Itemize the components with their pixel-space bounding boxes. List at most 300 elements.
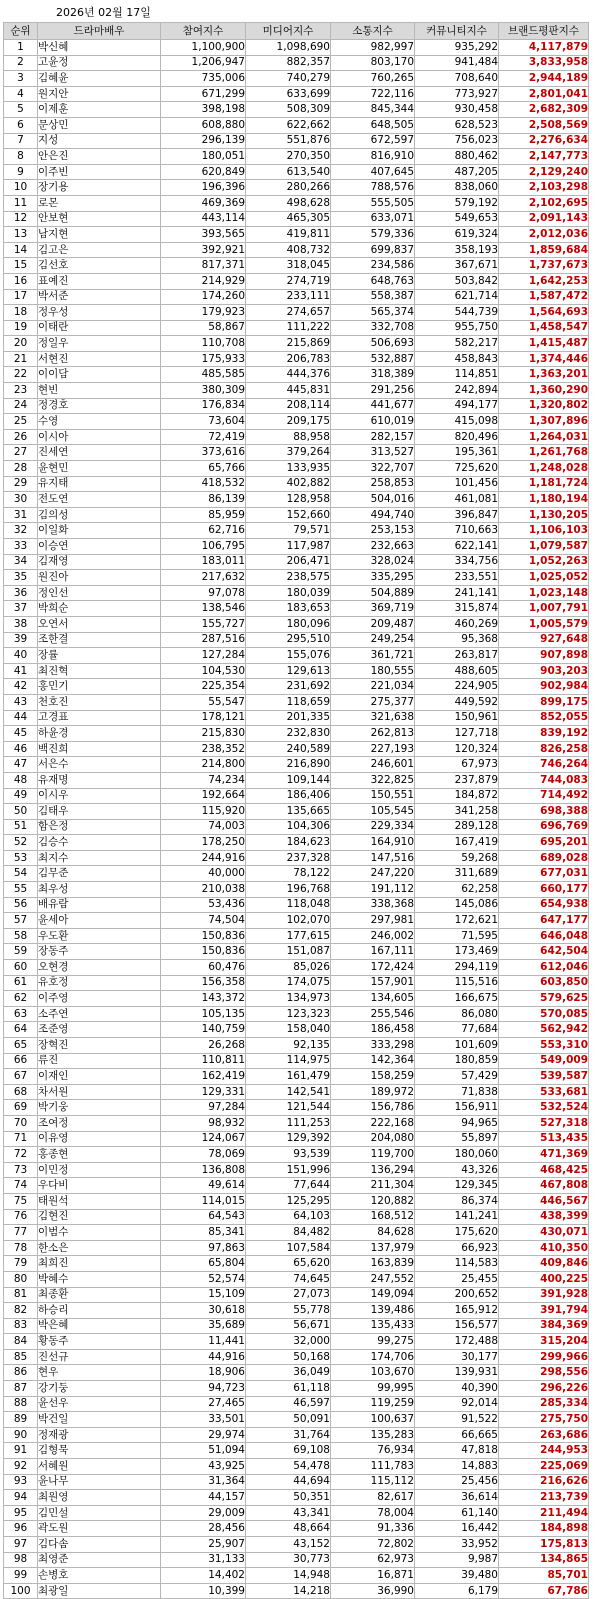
report-date: 2026년 02월 17일 — [56, 6, 151, 19]
table-row — [4, 40, 589, 56]
cell-communication: 246,002 — [331, 928, 415, 944]
cell-rank: 79 — [4, 1256, 38, 1272]
cell-rank: 16 — [4, 273, 38, 289]
cell-community: 710,663 — [415, 523, 499, 539]
cell-actor-name: 전도연 — [38, 492, 161, 508]
cell-community: 941,484 — [415, 55, 499, 71]
cell-rank: 71 — [4, 1131, 38, 1147]
cell-actor-name: 서혜원 — [38, 1459, 161, 1475]
cell-media: 155,076 — [246, 648, 331, 664]
cell-communication: 172,424 — [331, 960, 415, 976]
cell-media: 318,045 — [246, 258, 331, 274]
cell-brand-index: 216,626 — [499, 1474, 589, 1490]
cell-brand-index: 533,681 — [499, 1084, 589, 1100]
cell-communication: 119,259 — [331, 1396, 415, 1412]
cell-brand-index: 446,567 — [499, 1193, 589, 1209]
cell-rank: 89 — [4, 1412, 38, 1428]
cell-brand-index: 391,928 — [499, 1287, 589, 1303]
cell-actor-name: 김민설 — [38, 1505, 161, 1521]
cell-community: 172,621 — [415, 913, 499, 929]
cell-participation: 73,604 — [161, 414, 246, 430]
cell-communication: 222,168 — [331, 1115, 415, 1131]
cell-actor-name: 유재명 — [38, 772, 161, 788]
cell-community: 334,756 — [415, 554, 499, 570]
cell-rank: 54 — [4, 866, 38, 882]
cell-participation: 140,759 — [161, 1022, 246, 1038]
cell-communication: 82,617 — [331, 1490, 415, 1506]
table-row — [4, 772, 589, 788]
table-row — [4, 1131, 589, 1147]
table-row — [4, 1427, 589, 1443]
cell-actor-name: 윤세아 — [38, 913, 161, 929]
cell-actor-name: 원지안 — [38, 86, 161, 102]
cell-brand-index: 562,942 — [499, 1022, 589, 1038]
cell-actor-name: 김무준 — [38, 866, 161, 882]
cell-actor-name: 박은혜 — [38, 1318, 161, 1334]
cell-actor-name: 이재인 — [38, 1069, 161, 1085]
cell-participation: 608,880 — [161, 117, 246, 133]
cell-media: 109,144 — [246, 772, 331, 788]
cell-participation: 29,974 — [161, 1427, 246, 1443]
cell-community: 195,361 — [415, 445, 499, 461]
cell-community: 756,023 — [415, 133, 499, 149]
header-participation: 참여지수 — [161, 23, 246, 40]
cell-rank: 74 — [4, 1178, 38, 1194]
cell-community: 241,141 — [415, 585, 499, 601]
cell-brand-index: 2,012,036 — [499, 227, 589, 243]
cell-participation: 179,923 — [161, 305, 246, 321]
cell-brand-index: 695,201 — [499, 835, 589, 851]
cell-community: 725,620 — [415, 461, 499, 477]
cell-participation: 443,114 — [161, 211, 246, 227]
cell-actor-name: 한소은 — [38, 1240, 161, 1256]
cell-communication: 100,637 — [331, 1412, 415, 1428]
cell-community: 173,469 — [415, 944, 499, 960]
cell-rank: 21 — [4, 351, 38, 367]
cell-media: 43,152 — [246, 1537, 331, 1553]
cell-rank: 23 — [4, 383, 38, 399]
cell-participation: 162,419 — [161, 1069, 246, 1085]
cell-community: 62,258 — [415, 882, 499, 898]
cell-community: 166,675 — [415, 991, 499, 1007]
cell-rank: 98 — [4, 1552, 38, 1568]
cell-actor-name: 수영 — [38, 414, 161, 430]
table-row — [4, 1568, 589, 1584]
cell-media: 43,341 — [246, 1505, 331, 1521]
cell-rank: 68 — [4, 1084, 38, 1100]
table-row — [4, 1022, 589, 1038]
cell-participation: 11,441 — [161, 1334, 246, 1350]
cell-community: 86,080 — [415, 1006, 499, 1022]
cell-brand-index: 1,307,896 — [499, 414, 589, 430]
cell-rank: 94 — [4, 1490, 38, 1506]
cell-actor-name: 최종환 — [38, 1287, 161, 1303]
cell-participation: 64,543 — [161, 1209, 246, 1225]
table-row — [4, 928, 589, 944]
table-row — [4, 1084, 589, 1100]
cell-actor-name: 안보현 — [38, 211, 161, 227]
cell-community: 101,609 — [415, 1038, 499, 1054]
cell-actor-name: 서현진 — [38, 351, 161, 367]
cell-actor-name: 이태란 — [38, 320, 161, 336]
cell-communication: 648,505 — [331, 117, 415, 133]
cell-rank: 97 — [4, 1537, 38, 1553]
cell-media: 232,830 — [246, 726, 331, 742]
cell-rank: 99 — [4, 1568, 38, 1584]
cell-actor-name: 박신혜 — [38, 40, 161, 56]
cell-brand-index: 1,023,148 — [499, 585, 589, 601]
cell-brand-index: 2,276,634 — [499, 133, 589, 149]
cell-communication: 72,802 — [331, 1537, 415, 1553]
cell-media: 135,665 — [246, 804, 331, 820]
cell-brand-index: 1,859,684 — [499, 242, 589, 258]
cell-media: 465,305 — [246, 211, 331, 227]
cell-participation: 398,198 — [161, 102, 246, 118]
cell-rank: 11 — [4, 195, 38, 211]
cell-communication: 191,112 — [331, 882, 415, 898]
cell-media: 84,482 — [246, 1225, 331, 1241]
table-row — [4, 164, 589, 180]
cell-rank: 58 — [4, 928, 38, 944]
cell-actor-name: 현빈 — [38, 383, 161, 399]
cell-rank: 35 — [4, 570, 38, 586]
table-row — [4, 305, 589, 321]
cell-communication: 84,628 — [331, 1225, 415, 1241]
cell-rank: 10 — [4, 180, 38, 196]
cell-participation: 18,906 — [161, 1365, 246, 1381]
cell-participation: 225,354 — [161, 679, 246, 695]
table-row — [4, 804, 589, 820]
table-row — [4, 102, 589, 118]
table-row — [4, 195, 589, 211]
cell-participation: 1,100,900 — [161, 40, 246, 56]
cell-rank: 37 — [4, 601, 38, 617]
table-row — [4, 1474, 589, 1490]
cell-communication: 322,825 — [331, 772, 415, 788]
cell-community: 156,911 — [415, 1100, 499, 1116]
cell-actor-name: 홍종현 — [38, 1147, 161, 1163]
cell-media: 129,392 — [246, 1131, 331, 1147]
cell-actor-name: 이주빈 — [38, 164, 161, 180]
cell-communication: 845,344 — [331, 102, 415, 118]
cell-brand-index: 1,106,103 — [499, 523, 589, 539]
cell-rank: 7 — [4, 133, 38, 149]
cell-rank: 6 — [4, 117, 38, 133]
cell-communication: 275,377 — [331, 694, 415, 710]
cell-rank: 77 — [4, 1225, 38, 1241]
cell-communication: 115,112 — [331, 1474, 415, 1490]
table-row — [4, 539, 589, 555]
cell-actor-name: 황동주 — [38, 1334, 161, 1350]
cell-brand-index: 2,129,240 — [499, 164, 589, 180]
cell-participation: 817,371 — [161, 258, 246, 274]
table-row — [4, 1412, 589, 1428]
cell-community: 115,516 — [415, 975, 499, 991]
cell-participation: 393,565 — [161, 227, 246, 243]
cell-brand-index: 677,031 — [499, 866, 589, 882]
cell-rank: 5 — [4, 102, 38, 118]
cell-rank: 40 — [4, 648, 38, 664]
cell-community: 549,653 — [415, 211, 499, 227]
cell-rank: 61 — [4, 975, 38, 991]
cell-media: 151,996 — [246, 1162, 331, 1178]
cell-actor-name: 김재영 — [38, 554, 161, 570]
cell-rank: 95 — [4, 1505, 38, 1521]
header-row — [4, 23, 589, 40]
cell-media: 123,323 — [246, 1006, 331, 1022]
cell-actor-name: 김혜윤 — [38, 71, 161, 87]
cell-community: 175,620 — [415, 1225, 499, 1241]
table-row — [4, 351, 589, 367]
cell-community: 579,192 — [415, 195, 499, 211]
table-row — [4, 1256, 589, 1272]
cell-communication: 672,597 — [331, 133, 415, 149]
cell-participation: 150,836 — [161, 928, 246, 944]
cell-actor-name: 이이담 — [38, 367, 161, 383]
cell-brand-index: 646,048 — [499, 928, 589, 944]
cell-media: 118,659 — [246, 694, 331, 710]
cell-media: 85,026 — [246, 960, 331, 976]
cell-actor-name: 원진아 — [38, 570, 161, 586]
table-row — [4, 788, 589, 804]
cell-rank: 83 — [4, 1318, 38, 1334]
cell-media: 206,471 — [246, 554, 331, 570]
cell-participation: 35,689 — [161, 1318, 246, 1334]
cell-actor-name: 박건일 — [38, 1412, 161, 1428]
table-row — [4, 1583, 589, 1599]
cell-community: 77,684 — [415, 1022, 499, 1038]
cell-participation: 44,157 — [161, 1490, 246, 1506]
table-row — [4, 1521, 589, 1537]
cell-actor-name: 표예진 — [38, 273, 161, 289]
cell-rank: 48 — [4, 772, 38, 788]
cell-community: 172,488 — [415, 1334, 499, 1350]
cell-actor-name: 정우성 — [38, 305, 161, 321]
cell-communication: 149,094 — [331, 1287, 415, 1303]
cell-brand-index: 527,318 — [499, 1115, 589, 1131]
cell-actor-name: 이시우 — [38, 788, 161, 804]
cell-media: 92,135 — [246, 1038, 331, 1054]
table-row — [4, 1038, 589, 1054]
cell-brand-index: 3,833,958 — [499, 55, 589, 71]
cell-actor-name: 최우성 — [38, 882, 161, 898]
cell-participation: 155,727 — [161, 616, 246, 632]
cell-media: 46,597 — [246, 1396, 331, 1412]
cell-brand-index: 1,737,673 — [499, 258, 589, 274]
cell-actor-name: 정경호 — [38, 398, 161, 414]
cell-actor-name: 김현진 — [38, 1209, 161, 1225]
cell-brand-index: 647,177 — [499, 913, 589, 929]
cell-participation: 49,614 — [161, 1178, 246, 1194]
cell-communication: 291,256 — [331, 383, 415, 399]
cell-community: 127,718 — [415, 726, 499, 742]
cell-brand-index: 2,103,298 — [499, 180, 589, 196]
cell-participation: 98,932 — [161, 1115, 246, 1131]
cell-participation: 74,504 — [161, 913, 246, 929]
cell-participation: 129,331 — [161, 1084, 246, 1100]
cell-participation: 136,808 — [161, 1162, 246, 1178]
cell-communication: 204,080 — [331, 1131, 415, 1147]
cell-media: 107,584 — [246, 1240, 331, 1256]
cell-communication: 282,157 — [331, 429, 415, 445]
cell-media: 30,773 — [246, 1552, 331, 1568]
cell-community: 930,458 — [415, 102, 499, 118]
table-row — [4, 1459, 589, 1475]
table-row — [4, 149, 589, 165]
cell-actor-name: 박기웅 — [38, 1100, 161, 1116]
table-row — [4, 1287, 589, 1303]
cell-actor-name: 고경표 — [38, 710, 161, 726]
cell-communication: 803,170 — [331, 55, 415, 71]
cell-media: 117,987 — [246, 539, 331, 555]
cell-participation: 178,121 — [161, 710, 246, 726]
cell-communication: 137,979 — [331, 1240, 415, 1256]
cell-media: 180,096 — [246, 616, 331, 632]
table-row — [4, 1334, 589, 1350]
cell-communication: 333,298 — [331, 1038, 415, 1054]
cell-brand-index: 1,642,253 — [499, 273, 589, 289]
cell-communication: 247,552 — [331, 1271, 415, 1287]
cell-brand-index: 400,225 — [499, 1271, 589, 1287]
table-row — [4, 367, 589, 383]
cell-rank: 93 — [4, 1474, 38, 1490]
cell-community: 94,965 — [415, 1115, 499, 1131]
cell-actor-name: 이유영 — [38, 1131, 161, 1147]
cell-brand-index: 1,374,446 — [499, 351, 589, 367]
cell-communication: 174,706 — [331, 1349, 415, 1365]
cell-rank: 90 — [4, 1427, 38, 1443]
cell-rank: 33 — [4, 539, 38, 555]
cell-brand-index: 1,458,547 — [499, 320, 589, 336]
table-row — [4, 507, 589, 523]
cell-brand-index: 213,739 — [499, 1490, 589, 1506]
cell-community: 71,838 — [415, 1084, 499, 1100]
cell-brand-index: 384,369 — [499, 1318, 589, 1334]
cell-rank: 18 — [4, 305, 38, 321]
table-row — [4, 492, 589, 508]
cell-communication: 103,670 — [331, 1365, 415, 1381]
cell-brand-index: 244,953 — [499, 1443, 589, 1459]
table-row — [4, 445, 589, 461]
cell-rank: 17 — [4, 289, 38, 305]
cell-rank: 12 — [4, 211, 38, 227]
cell-rank: 25 — [4, 414, 38, 430]
cell-media: 238,575 — [246, 570, 331, 586]
cell-rank: 60 — [4, 960, 38, 976]
cell-media: 50,091 — [246, 1412, 331, 1428]
cell-participation: 26,268 — [161, 1038, 246, 1054]
cell-brand-index: 467,808 — [499, 1178, 589, 1194]
table-header — [4, 23, 589, 40]
cell-brand-index: 927,648 — [499, 632, 589, 648]
cell-participation: 25,907 — [161, 1537, 246, 1553]
cell-actor-name: 이시아 — [38, 429, 161, 445]
table-row — [4, 1552, 589, 1568]
table-row — [4, 523, 589, 539]
cell-rank: 76 — [4, 1209, 38, 1225]
cell-actor-name: 최진혁 — [38, 663, 161, 679]
table-row — [4, 710, 589, 726]
cell-communication: 262,813 — [331, 726, 415, 742]
table-row — [4, 398, 589, 414]
cell-media: 1,098,690 — [246, 40, 331, 56]
cell-participation: 43,925 — [161, 1459, 246, 1475]
cell-media: 133,935 — [246, 461, 331, 477]
cell-community: 494,177 — [415, 398, 499, 414]
table-row — [4, 133, 589, 149]
cell-participation: 418,532 — [161, 476, 246, 492]
cell-media: 196,768 — [246, 882, 331, 898]
cell-media: 161,479 — [246, 1069, 331, 1085]
cell-communication: 369,719 — [331, 601, 415, 617]
cell-community: 129,345 — [415, 1178, 499, 1194]
cell-media: 55,778 — [246, 1303, 331, 1319]
cell-actor-name: 태원석 — [38, 1193, 161, 1209]
cell-brand-index: 430,071 — [499, 1225, 589, 1241]
cell-rank: 41 — [4, 663, 38, 679]
cell-brand-index: 1,007,791 — [499, 601, 589, 617]
cell-participation: 174,260 — [161, 289, 246, 305]
cell-rank: 20 — [4, 336, 38, 352]
cell-brand-index: 438,399 — [499, 1209, 589, 1225]
cell-actor-name: 김선호 — [38, 258, 161, 274]
cell-participation: 1,206,947 — [161, 55, 246, 71]
cell-media: 184,623 — [246, 835, 331, 851]
cell-actor-name: 강기둥 — [38, 1381, 161, 1397]
cell-community: 145,086 — [415, 897, 499, 913]
cell-communication: 258,853 — [331, 476, 415, 492]
cell-communication: 322,707 — [331, 461, 415, 477]
cell-participation: 244,916 — [161, 850, 246, 866]
cell-participation: 60,476 — [161, 960, 246, 976]
cell-media: 402,882 — [246, 476, 331, 492]
cell-actor-name: 로몬 — [38, 195, 161, 211]
cell-community: 167,419 — [415, 835, 499, 851]
cell-actor-name: 하윤경 — [38, 726, 161, 742]
cell-media: 129,613 — [246, 663, 331, 679]
cell-community: 95,368 — [415, 632, 499, 648]
cell-actor-name: 최희진 — [38, 1256, 161, 1272]
cell-media: 201,335 — [246, 710, 331, 726]
table-row — [4, 336, 589, 352]
cell-media: 216,890 — [246, 757, 331, 773]
table-row — [4, 1443, 589, 1459]
cell-media: 79,571 — [246, 523, 331, 539]
cell-media: 186,406 — [246, 788, 331, 804]
table-row — [4, 1193, 589, 1209]
cell-actor-name: 차서원 — [38, 1084, 161, 1100]
cell-communication: 338,368 — [331, 897, 415, 913]
cell-brand-index: 570,085 — [499, 1006, 589, 1022]
cell-communication: 36,990 — [331, 1583, 415, 1599]
cell-rank: 1 — [4, 40, 38, 56]
header-community: 커뮤니티지수 — [415, 23, 499, 40]
cell-brand-index: 714,492 — [499, 788, 589, 804]
cell-actor-name: 김다솜 — [38, 1537, 161, 1553]
table-row — [4, 819, 589, 835]
cell-actor-name: 이민정 — [38, 1162, 161, 1178]
table-row — [4, 585, 589, 601]
cell-communication: 158,259 — [331, 1069, 415, 1085]
table-row — [4, 1349, 589, 1365]
cell-participation: 192,664 — [161, 788, 246, 804]
cell-participation: 85,341 — [161, 1225, 246, 1241]
cell-participation: 620,849 — [161, 164, 246, 180]
table-row — [4, 882, 589, 898]
cell-rank: 66 — [4, 1053, 38, 1069]
cell-communication: 610,019 — [331, 414, 415, 430]
cell-communication: 555,505 — [331, 195, 415, 211]
